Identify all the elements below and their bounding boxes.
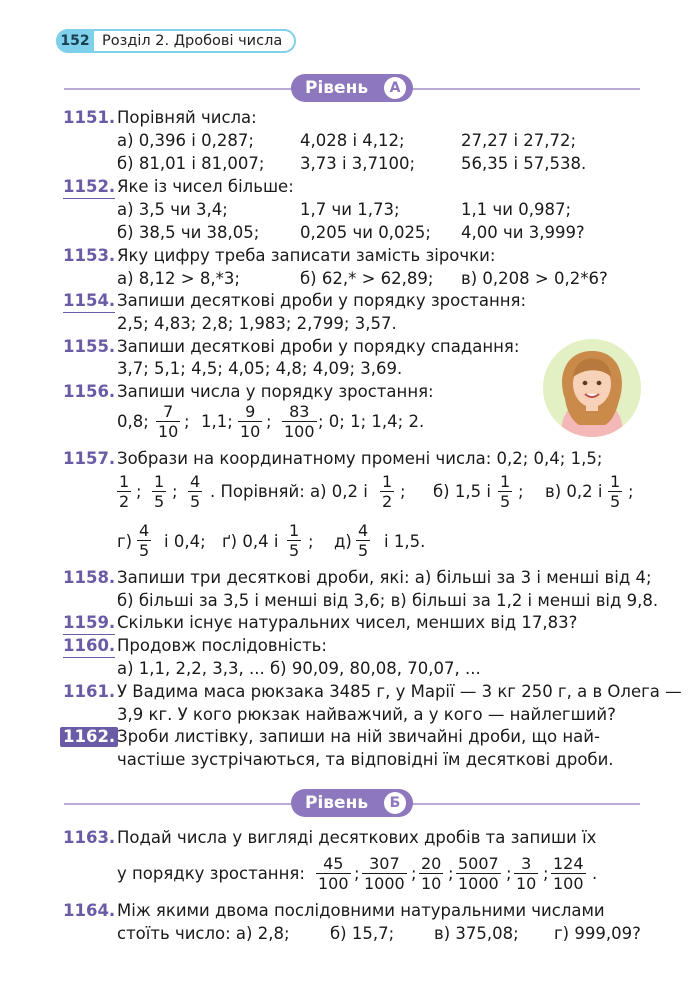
fraction-numerator: 83 <box>289 402 310 421</box>
math-text: ; <box>518 482 524 501</box>
task-item: 56,35 і 57,538. <box>461 154 587 173</box>
fraction-numerator: 1 <box>119 472 130 491</box>
math-text: ; <box>308 532 314 551</box>
math-text: ; <box>448 864 454 883</box>
task-number: 1163. <box>63 828 116 847</box>
fraction <box>380 472 394 511</box>
task-number: 1154. <box>63 291 115 313</box>
math-text: ; <box>354 864 360 883</box>
fraction-denominator: 5 <box>289 541 300 561</box>
fraction-numerator: 1 <box>500 472 511 491</box>
math-text: ; <box>543 864 549 883</box>
level-b-badge <box>291 789 413 817</box>
fraction-denominator: 1000 <box>458 874 499 894</box>
fraction <box>456 854 501 893</box>
fraction-numerator: 1 <box>154 472 165 491</box>
task-item: а) 3,5 чи 3,4; <box>117 200 228 219</box>
chapter-title: Розділ 2. Дробові числа <box>102 33 283 49</box>
math-text: . Порівняй: а) 0,2 і <box>210 482 368 501</box>
fraction-denominator: 10 <box>421 874 442 894</box>
fraction <box>356 521 370 560</box>
fraction-denominator: 5 <box>358 541 369 561</box>
task-text: Зобрази на координатному промені числа: 0,2; 0,4; 1,5; <box>117 449 603 468</box>
task-text: Продовж послідовність: <box>117 636 327 655</box>
fraction <box>188 472 202 511</box>
task-number: 1151. <box>63 108 116 127</box>
task-text: Запиши десяткові дроби у порядку спадання: <box>117 337 520 356</box>
task-item: г) 999,09? <box>554 924 641 943</box>
task-number: 1153. <box>63 246 116 265</box>
task-text: Яку цифру треба записати замість зірочки: <box>117 246 496 265</box>
task-item: 1,7 чи 1,73; <box>300 200 400 219</box>
fraction-denominator: 5 <box>139 541 150 561</box>
task-text: 3,9 кг. У кого рюкзак найважчий, а у кого — найлегший? <box>117 705 616 724</box>
math-text: ; <box>136 482 142 501</box>
fraction-numerator: 7 <box>163 402 174 421</box>
task-item: 2,5; 4,83; 2,8; 1,983; 2,799; 3,57. <box>117 314 397 333</box>
fraction-numerator: 307 <box>369 854 400 873</box>
task-item: 3,7; 5,1; 4,5; 4,05; 4,8; 4,09; 3,69. <box>117 359 403 378</box>
task-number: 1161. <box>63 682 116 701</box>
task-item: 3,73 і 3,7100; <box>300 154 416 173</box>
fraction-numerator: 5007 <box>458 854 499 873</box>
task-item: б) 38,5 чи 38,05; <box>117 223 260 242</box>
fraction-denominator: 100 <box>318 874 349 894</box>
task-item: 4,00 чи 3,999? <box>461 223 585 242</box>
task-text: Між якими двома послідовними натуральними числами <box>117 901 605 920</box>
task-item: в) 375,08; <box>434 924 519 943</box>
fraction <box>498 472 512 511</box>
fraction <box>419 854 443 893</box>
math-text: ; <box>400 482 406 501</box>
task-number-highlighted: 1162. <box>60 727 118 747</box>
fraction <box>238 402 262 441</box>
task-text: У Вадима маса рюкзака 3485 г, у Марії — 3 кг 250 г, а в Олега — <box>117 682 682 701</box>
math-text: ґ) 0,4 і <box>222 532 279 551</box>
fraction-numerator: 9 <box>245 402 256 421</box>
fraction-denominator: 5 <box>610 492 621 512</box>
task-text: Яке із чисел більше: <box>117 177 294 196</box>
math-text: ; 0; 1; 1,4; 2. <box>318 412 425 431</box>
task-text: Скільки існує натуральних чисел, менших від 17,83? <box>117 613 578 632</box>
level-b-letter: Б <box>384 792 406 814</box>
math-text: 0,8; <box>117 412 149 431</box>
fraction <box>287 521 301 560</box>
math-text: і 1,5. <box>384 532 426 551</box>
task-text: Порівняй числа: <box>117 108 257 127</box>
fraction <box>117 472 131 511</box>
fraction-numerator: 45 <box>323 854 344 873</box>
math-text: ; <box>184 412 190 431</box>
fraction <box>362 854 407 893</box>
task-text: Запиши десяткові дроби у порядку зростання: <box>117 291 527 310</box>
task-number: 1158. <box>63 568 116 587</box>
task-item: 4,028 і 4,12; <box>300 131 405 150</box>
task-item: а) 0,396 і 0,287; <box>117 131 254 150</box>
task-text: б) більші за 3,5 і менші від 3,6; в) більші за 1,2 і менші від 9,8. <box>117 591 659 610</box>
fraction <box>282 402 317 441</box>
task-number: 1164. <box>63 901 116 920</box>
math-text: г) <box>117 532 133 551</box>
level-a-letter: А <box>384 77 406 99</box>
math-text: 1,1; <box>201 412 233 431</box>
fraction-denominator: 10 <box>516 874 537 894</box>
level-a-badge <box>291 74 413 102</box>
fraction-numerator: 1 <box>382 472 393 491</box>
fraction <box>152 472 166 511</box>
fraction-denominator: 2 <box>119 492 130 512</box>
task-item: б) 15,7; <box>330 924 395 943</box>
fraction <box>156 402 180 441</box>
fraction-numerator: 1 <box>289 521 300 540</box>
task-text: Зроби листівку, запиши на ній звичайні дроби, що най- <box>117 727 600 746</box>
fraction-denominator: 5 <box>500 492 511 512</box>
fraction-numerator: 124 <box>553 854 584 873</box>
task-text: Запиши три десяткові дроби, які: а) більші за 3 і менші від 4; <box>117 568 652 587</box>
fraction <box>316 854 351 893</box>
math-text: ; <box>266 412 272 431</box>
fraction-numerator: 4 <box>139 521 150 540</box>
math-text: ; <box>411 864 417 883</box>
task-number: 1156. <box>63 382 116 401</box>
fraction-denominator: 5 <box>154 492 165 512</box>
task-number: 1160. <box>63 636 115 658</box>
fraction-denominator: 10 <box>158 422 179 442</box>
math-text: б) 1,5 і <box>433 482 491 501</box>
fraction-numerator: 1 <box>610 472 621 491</box>
fraction-denominator: 5 <box>190 492 201 512</box>
task-item: б) 62,* > 62,89; <box>300 269 434 288</box>
task-item: а) 1,1, 2,2, 3,3, ... б) 90,09, 80,08, 70,07, ... <box>117 659 481 678</box>
fraction-denominator: 2 <box>382 492 393 512</box>
task-number: 1159. <box>63 613 115 635</box>
math-text: ; <box>172 482 178 501</box>
task-item: стоїть число: а) 2,8; <box>117 924 290 943</box>
task-text: частіше зустрічаються, та відповідні їм десяткові дроби. <box>117 750 614 769</box>
math-text: ; <box>506 864 512 883</box>
task-number: 1152. <box>63 177 115 199</box>
math-text: і 0,4; <box>164 532 206 551</box>
level-b-label: Рівень <box>305 793 369 813</box>
fraction <box>551 854 586 893</box>
fraction-numerator: 4 <box>190 472 201 491</box>
task-text: у порядку зростання: <box>117 864 305 883</box>
math-text: в) 0,2 і <box>545 482 603 501</box>
girl-portrait-image <box>543 339 641 437</box>
fraction-numerator: 20 <box>421 854 442 873</box>
task-item: б) 81,01 і 81,007; <box>117 154 265 173</box>
fraction-denominator: 100 <box>553 874 584 894</box>
fraction-denominator: 10 <box>240 422 261 442</box>
task-text: Подай числа у вигляді десяткових дробів та запиши їх <box>117 828 597 847</box>
fraction <box>137 521 151 560</box>
math-text: . <box>592 864 598 883</box>
task-item: в) 0,208 > 0,2*6? <box>461 269 608 288</box>
page-number: 152 <box>56 29 94 53</box>
math-text: ; <box>628 482 634 501</box>
task-item: 1,1 чи 0,987; <box>461 200 571 219</box>
task-item: 27,27 і 27,72; <box>461 131 577 150</box>
task-item: 0,205 чи 0,025; <box>300 223 431 242</box>
fraction-denominator: 1000 <box>364 874 405 894</box>
fraction <box>608 472 622 511</box>
math-text: д) <box>334 532 352 551</box>
girl-illustration <box>543 339 641 437</box>
fraction-denominator: 100 <box>284 422 315 442</box>
level-a-label: Рівень <box>305 78 369 98</box>
fraction-numerator: 4 <box>358 521 369 540</box>
task-item: а) 8,12 > 8,*3; <box>117 269 240 288</box>
task-number: 1157. <box>63 449 116 468</box>
task-text: Запиши числа у порядку зростання: <box>117 382 434 401</box>
fraction-numerator: 3 <box>521 854 532 873</box>
task-number: 1155. <box>63 337 116 356</box>
fraction <box>514 854 538 893</box>
